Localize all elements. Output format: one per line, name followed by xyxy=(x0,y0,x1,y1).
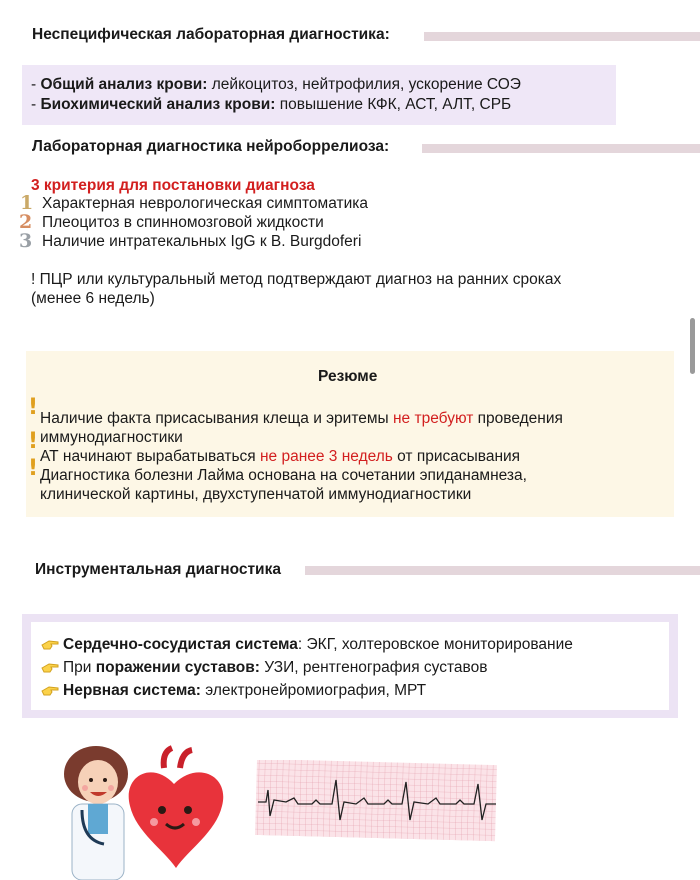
section-title-neuroborreliosis: Лабораторная диагностика нейроборрелиоза: xyxy=(32,138,390,155)
number-two-icon: 2 xyxy=(19,211,33,233)
resume-line-4: Диагностика болезни Лайма основана на сочетании эпиданамнеза, xyxy=(40,467,527,484)
exclamation-icon: ! xyxy=(28,456,39,481)
heart-illustration xyxy=(129,748,224,868)
nonspecific-item-1: - Общий анализ крови: лейкоцитоз, нейтрофилия, ускорение СОЭ xyxy=(31,76,521,93)
number-three-icon: 3 xyxy=(19,230,33,252)
heading-underline xyxy=(422,144,700,153)
resume-line-1: Наличие факта присасывания клеща и эритемы не требуют проведения xyxy=(40,410,563,427)
pcr-note-line-2: (менее 6 недель) xyxy=(31,290,155,307)
criterion-1: Характерная неврологическая симптоматика xyxy=(42,195,368,212)
criterion-3: Наличие интратекальных IgG к B. Burgdoferi xyxy=(42,233,362,250)
criteria-title: 3 критерия для постановки диагноза xyxy=(31,177,315,194)
resume-line-3: АТ начинают вырабатываться не ранее 3 недель от присасывания xyxy=(40,448,521,465)
heading-underline xyxy=(305,566,700,575)
doctor-illustration xyxy=(64,746,128,880)
exclamation-icon: ! xyxy=(28,395,39,420)
criterion-2: Плеоцитоз в спинномозговой жидкости xyxy=(42,214,324,231)
hand-pointing-icon xyxy=(40,682,60,700)
pcr-note-line-1: ! ПЦР или культуральный метод подтверждают диагноз на ранних сроках xyxy=(31,271,562,288)
instrumental-item-3: Нервная система: электронейромиография, МРТ xyxy=(63,682,427,699)
instrumental-item-1: Сердечно-сосудистая система: ЭКГ, холтеровское мониторирование xyxy=(63,636,573,653)
instrumental-item-2: При поражении суставов: УЗИ, рентгенография суставов xyxy=(63,659,488,676)
number-one-icon: 1 xyxy=(20,192,34,214)
nonspecific-box xyxy=(22,65,616,125)
resume-title: Резюме xyxy=(318,368,378,385)
nonspecific-item-2: - Биохимический анализ крови: повышение КФК, АСТ, АЛТ, СРБ xyxy=(31,96,512,113)
scrollbar[interactable] xyxy=(690,318,695,374)
resume-line-2: иммунодиагностики xyxy=(40,429,183,446)
heading-underline xyxy=(424,32,700,41)
section-title-instrumental: Инструментальная диагностика xyxy=(35,561,281,578)
hand-pointing-icon xyxy=(40,659,60,677)
resume-line-5: клинической картины, двухступенчатой иммунодиагностики xyxy=(40,486,472,503)
section-title-nonspecific: Неспецифическая лабораторная диагностика: xyxy=(32,26,390,43)
ecg-strip-illustration xyxy=(252,760,500,844)
doctor-heart-illustration xyxy=(52,740,232,880)
exclamation-icon: ! xyxy=(28,429,39,454)
hand-pointing-icon xyxy=(40,636,60,654)
